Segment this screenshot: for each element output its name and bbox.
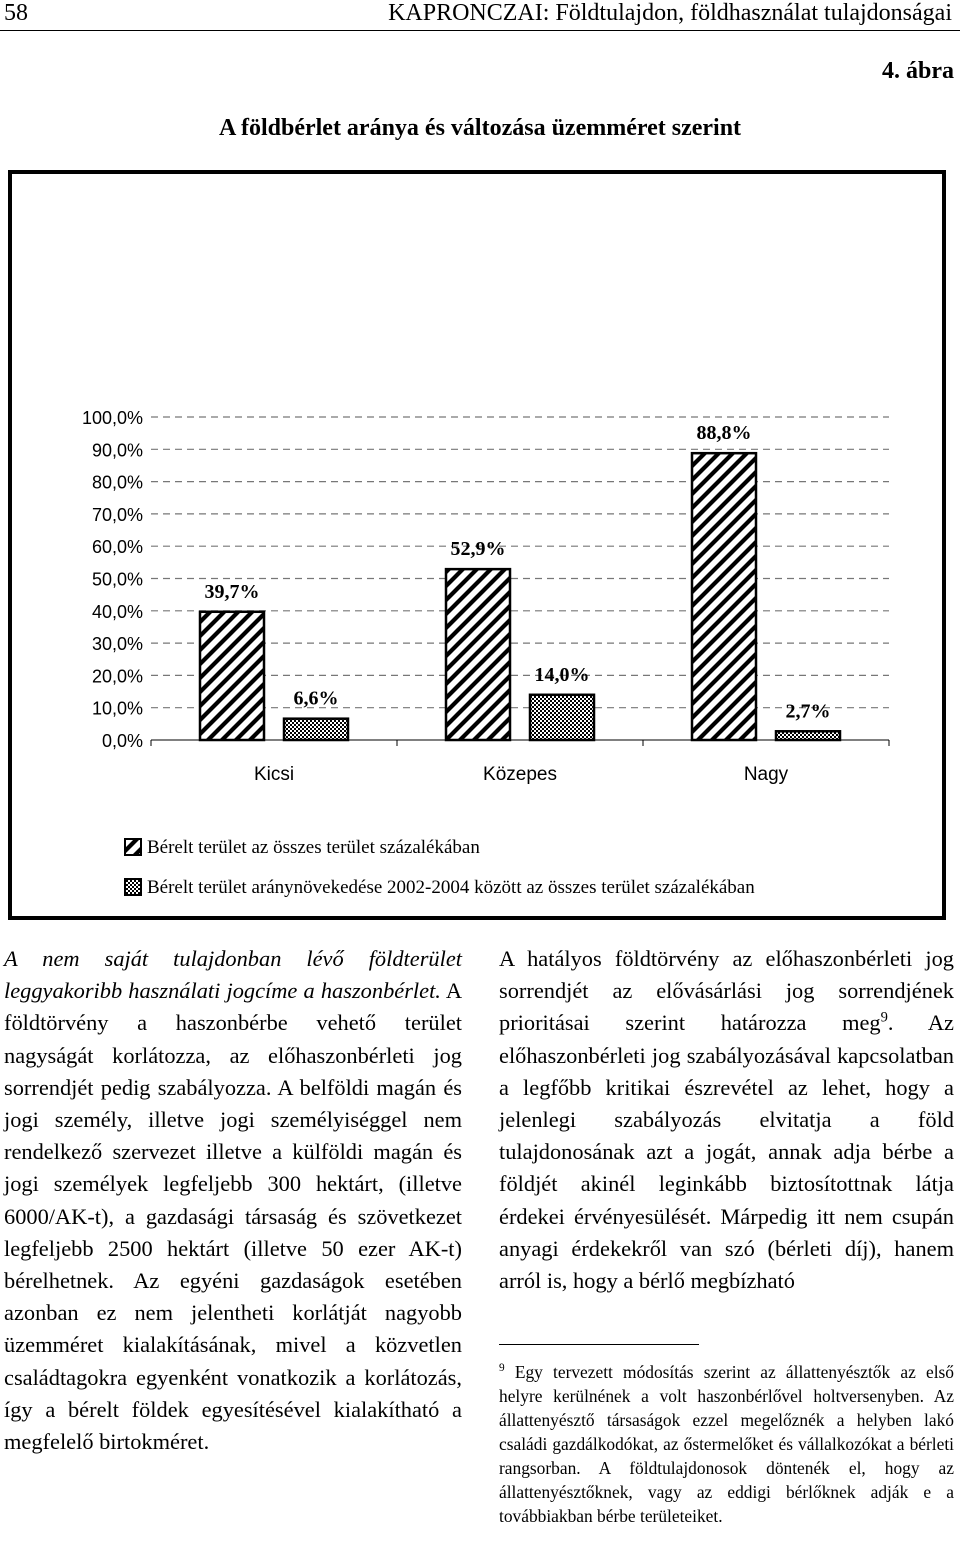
left-column bbox=[4, 943, 462, 1458]
footnote-number: 9 bbox=[499, 1362, 505, 1375]
data-label: 88,8% bbox=[696, 422, 752, 445]
bar-chart bbox=[8, 170, 946, 920]
footnote bbox=[499, 1360, 954, 1528]
y-tick-label: 20,0% bbox=[91, 666, 143, 687]
bar bbox=[446, 569, 510, 740]
legend-swatch bbox=[125, 879, 141, 895]
bar bbox=[692, 453, 756, 740]
footnote-ref: 9 bbox=[880, 1009, 888, 1026]
page-number: 58 bbox=[4, 0, 28, 26]
figure-label: 4. ábra bbox=[882, 58, 954, 84]
x-tick-label: Nagy bbox=[743, 764, 789, 785]
legend-swatch bbox=[125, 839, 141, 855]
data-label: 2,7% bbox=[785, 700, 831, 723]
right-body-text-b: . Az előhaszonbérleti jog szabályozásával kapcsolatban a legfőbb kritikai észrevétel az lehet, hogy a jelenlegi szabályozás elvitatja a föld tulajdonosának azt a jogát, annak adja bérbe a földjét akinél leginkább biztosítottnak látja érdekei érvényesülését. Márpedig itt nem csupán anyagi érdekekről van szó (bérleti díj), hanem arról is, hogy a bérlő megbízható bbox=[499, 1010, 954, 1294]
data-label: 52,9% bbox=[450, 538, 506, 561]
x-tick-label: Közepes bbox=[483, 764, 557, 785]
bar bbox=[284, 719, 348, 740]
y-tick-label: 40,0% bbox=[91, 601, 143, 622]
y-tick-label: 60,0% bbox=[91, 537, 143, 558]
bar bbox=[776, 731, 840, 740]
y-tick-label: 10,0% bbox=[91, 698, 143, 719]
bar bbox=[530, 695, 594, 740]
chart-frame bbox=[8, 170, 946, 920]
data-label: 39,7% bbox=[204, 580, 260, 603]
right-column bbox=[499, 943, 954, 1297]
figure-title: A földbérlet aránya és változása üzemméret szerint bbox=[218, 115, 742, 141]
running-title: KAPRONCZAI: Földtulajdon, földhasználat tulajdonságai bbox=[388, 0, 952, 26]
y-tick-label: 0,0% bbox=[101, 731, 143, 751]
page-header bbox=[0, 0, 960, 31]
data-label: 6,6% bbox=[293, 687, 339, 710]
y-tick-label: 80,0% bbox=[91, 472, 143, 493]
footnote-rule bbox=[499, 1344, 699, 1345]
y-tick-label: 50,0% bbox=[91, 569, 143, 590]
y-tick-label: 30,0% bbox=[91, 634, 143, 655]
x-tick-label: Kicsi bbox=[253, 764, 295, 785]
y-tick-label: 90,0% bbox=[91, 440, 143, 461]
y-tick-label: 70,0% bbox=[91, 504, 143, 525]
data-label: 14,0% bbox=[534, 663, 590, 686]
left-italic-lead: A nem saját tulajdonban lévő földterület leggyakoribb használati jogcíme a haszonbérlet. bbox=[4, 946, 462, 1004]
right-body-text-a: A hatályos földtörvény az előhaszonbérleti jog sorrendjét az elővásárlási jog sorrendjének prioritásai szerint határozza meg bbox=[499, 946, 954, 1036]
legend bbox=[125, 837, 755, 898]
footnote-text: Egy tervezett módosítás szerint az állattenyésztők az első helyre kerülnének a volt haszonbérlővel holtversenyben. Az állattenyésztő társaságok ezzel megelőznék a helyben lakó családi gazdálkodókat, az őstermelőket és vállalkozókat a bérleti rangsorban. A földtulajdonosok döntenék el, hogy az állattenyésztőknek, vagy az eddigi bérlőknek adják e a továbbiakban bérbe területeiket. bbox=[499, 1362, 954, 1526]
legend-label: Bérelt terület aránynövekedése 2002-2004 között az összes terület százalékában bbox=[147, 877, 755, 898]
legend-label: Bérelt terület az összes terület százalékában bbox=[147, 837, 480, 858]
y-tick-label: 100,0% bbox=[81, 408, 143, 428]
left-body-text: A földtörvény a haszonbérbe vehető terület nagyságát korlátozza, az előhaszonbérleti jog sorrendjét pedig szabályozza. A belföldi magán és jogi személy, illetve jogi személyiséggel nem rendelkező szervezet illetve a külföldi magán és jogi személyek legfeljebb 300 hektárt, (illetve 6000/AK-t), a gazdasági társaság és szövetkezet legfeljebb 2500 hektárt (illetve 50 ezer AK-t) bérelhetnek. Az egyéni gazdaságok esetében azonban ez nem jelentheti korlátját nagyobb üzemméret kialakításának, mivel a közvetlen családtagokra egyenként vonatkozik a korlátozás, így a bérelt földek egyesítésével kialakítható a megfelelő birtokméret. bbox=[4, 978, 462, 1455]
bar bbox=[200, 612, 264, 740]
